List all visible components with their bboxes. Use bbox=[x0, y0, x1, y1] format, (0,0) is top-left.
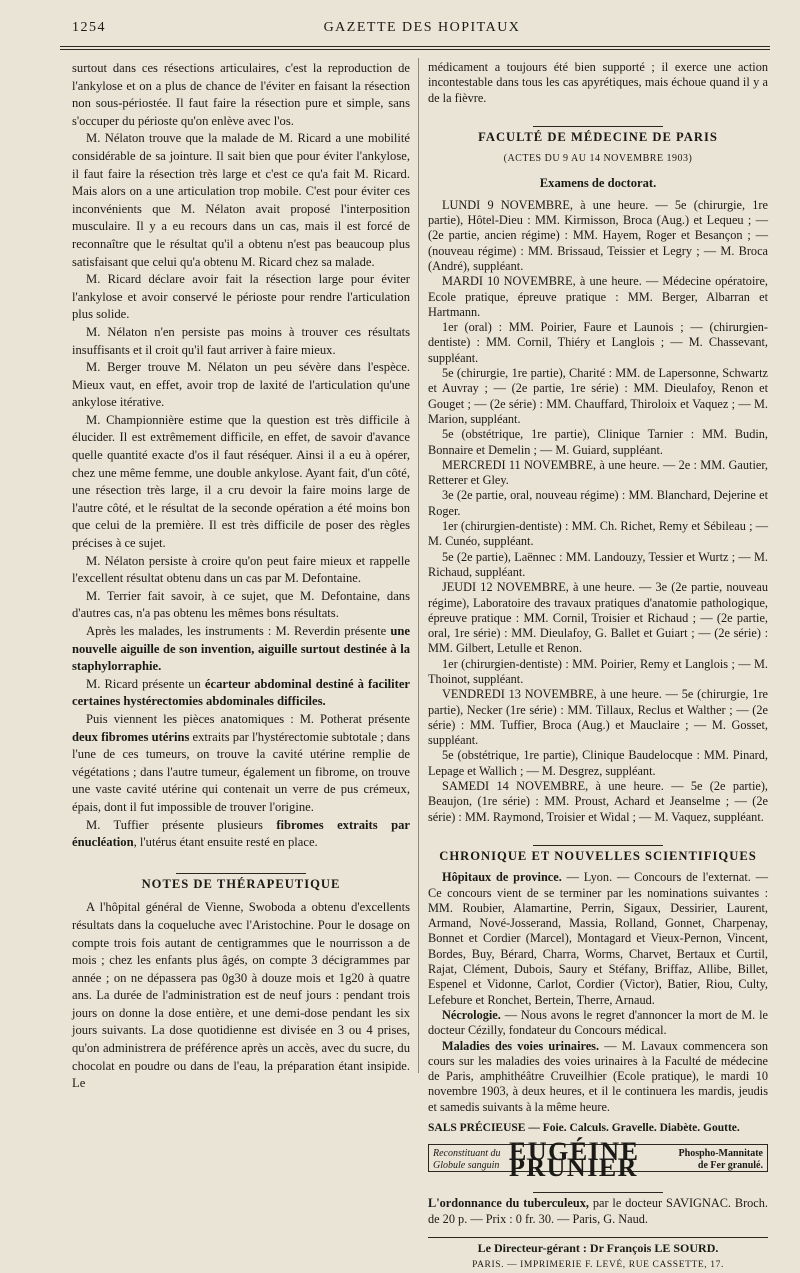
paragraph: M. Nélaton trouve que la malade de M. Ricard a une mobilité considérable de sa jointure. Il sait bien que pour éviter l'ankylose, il faut faire la résection très large et c'est ce qu'a fait M. Ricard. Mais alors on a une articulation trop mobile. C'est pour éviter ces inconvénients que M. Nélaton avait proposé l'interposition musculaire. Il y a eu recours dans un cas, mais il est forcé de reconnaître que le résultat qu'il a obtenu n'est pas beaucoup plus satisfaisant que celui qu'a obtenu M. Ricard chez sa malade. bbox=[72, 131, 410, 269]
entry-date: MARDI 10 NOVEMBRE, à une heure. bbox=[442, 274, 642, 289]
entry: 1er (oral) : MM. Poirier, Faure et Launois ; — (chirurgien-dentiste) : MM. Cornil, Thiéry et Langlois ; — M. Chassevant, suppléant. bbox=[428, 320, 768, 365]
header-rule bbox=[60, 46, 770, 47]
paragraph: M. Ricard déclare avoir fait la résection large pour éviter l'ankylose et avoir conservé le périoste pour rendre l'articulation plus solide. bbox=[72, 272, 410, 322]
subsection-heading: Examens de doctorat. bbox=[539, 176, 657, 191]
news-heading: Nécrologie. bbox=[442, 1007, 501, 1022]
book-text: par le docteur SAVIGNAC. Broch. de 20 p. — Prix : 0 fr. 30. — Paris, G. Naud. bbox=[428, 1196, 768, 1226]
ornament-divider bbox=[428, 114, 768, 122]
entry bbox=[428, 779, 768, 825]
entry: 5e (2e partie), Laënnec : MM. Landouzy, Tessier et Wurtz ; — M. Richaud, suppléant. bbox=[428, 549, 768, 579]
bold-text: une nouvelle aiguille de son invention, aiguille surtout destinée à la staphylorraphie. bbox=[72, 624, 410, 674]
entry: 1er (chirurgien-dentiste) : MM. Poirier, Remy et Langlois ; — M. Thoinot, suppléant. bbox=[428, 656, 768, 686]
entry-text: — 5e (chirurgie, 1re partie), Hôtel-Dieu : MM. Kirmisson, Broca (Aug.) et Lequeu ; — (2e partie, ancien régime) : MM. Hayem, Roger et Besançon ; — (nouveau régime) : MM. Brissaud, Teissier et Legry ; — M. Broca (André), suppléant. bbox=[428, 197, 768, 273]
entry-text: — 5e (2e partie), Beaujon, (1re série) : MM. Proust, Achard et Jeanselme ; — (2e série) : MM. Raymond, Troisier et Widal ; — M. Vaquez, suppléant. bbox=[428, 779, 768, 824]
ad-text: Phospho-Mannitate bbox=[678, 1148, 763, 1160]
paragraph: A l'hôpital général de Vienne, Swoboda a obtenu d'excellents résultats dans la coqueluche avec l'Aristochine. Pour le dosage on compte trois fois autant de centigrammes que le nourrisson a de mois ; chez les enfants plus âgés, on compte 3 décigrammes par année ; on ne dépassera pas 0g30 à douze mois et 1g20 à quatre ans. La durée de l'administration est de neuf jours : pendant trois jours on donne la dose entière, et une demi-dose pendant les six jours suivants. La dose quotidienne est divisée en 3 ou 4 prises, qu'on administrera de préférence après un accès, avec du sucre, du chocolat en poudre ou dans de l'eau, la préparation étant insipide. Le bbox=[72, 900, 410, 1091]
entry-date: SAMEDI 14 NOVEMBRE, à une heure. bbox=[442, 779, 664, 794]
section-subheading: (ACTES DU 9 AU 14 NOVEMBRE 1903) bbox=[503, 153, 693, 165]
entry-text: — 2e : MM. Gautier, Retterer et Gley. bbox=[428, 457, 769, 488]
entry-date: JEUDI 12 NOVEMBRE, à une heure. bbox=[442, 580, 635, 595]
ad-brand: EUGÉINE PRUNIER bbox=[509, 1137, 640, 1182]
ad-text: Globule sanguin bbox=[433, 1160, 500, 1172]
ornament-divider bbox=[428, 1180, 768, 1188]
ornament-divider bbox=[72, 860, 410, 868]
entry bbox=[428, 274, 768, 320]
bold-text: deux fibromes utérins bbox=[72, 729, 190, 744]
news-text: — Nous avons le regret d'annoncer la mort de M. le docteur Cézilly, fondateur du Concours médical. bbox=[428, 1007, 768, 1038]
paragraph: M. Terrier fait savoir, à ce sujet, que M. Defontaine, dans d'autres cas, n'a pas obtenu les mêmes bons résultats. bbox=[72, 588, 410, 621]
text-run: , l'utérus étant ensuite resté en place. bbox=[133, 835, 318, 850]
text-run: extraits par l'hystérectomie subtotale ; dans l'une de ces tumeurs, on trouve la cavité utérine remplie de végétations ; dans l'autre tumeur, également un fibrome, on trouve une vaste cavité utérine qui contenait un verre de pus crémeux, épais, dont il fut impossible de trouver l'origine. bbox=[72, 729, 410, 814]
right-column bbox=[428, 60, 768, 1273]
news-text: — Lyon. — Concours de l'externat. — Ce concours vient de se terminer par les nominations suivantes : MM. Roubier, Alamartine, Perrin, Sigaux, Dessirier, Laurent, Armand, Nové-Josserand, Massia, Rolland, Gonnet, Charpenay, Bonnet et Cordier (Marcel), Montagard et Vieux-Pernon, Vincent, Bordes, Buy, Bérard, Charra, Worms, Charvet, Bertaux et Curtil, Rajat, Clément, Dubois, Saury et Stéfany, Briffaz, Allibe, Billet, Espenel et Vidonne, Carlot, Cordier (Victor), Batier, Riou, Culty, Lefebure et Ronchet, Bertein, Therre, Arnaud. bbox=[428, 870, 769, 1007]
column-divider bbox=[418, 58, 419, 1073]
entry bbox=[428, 687, 768, 748]
text-run: M. Ricard présente un bbox=[86, 676, 205, 691]
paragraph: médicament a toujours été bien supporté ; il exerce une action incontestable dans tous les cas apyrétiques, mais échoue quand il y a de la fièvre. bbox=[428, 60, 768, 105]
news-text: — M. Lavaux commencera son cours sur les maladies des voies urinaires à la Faculté de médecine de Paris, amphithéâtre Cruveilhier (Ecole pratique), le mardi 10 novembre 1903, à deux heures, et il le continuera les mardis, jeudis et samedis suivants à la même heure. bbox=[428, 1038, 768, 1114]
entry bbox=[428, 458, 768, 489]
paragraph: surtout dans ces résections articulaires, c'est la reproduction de l'ankylose et on a plus de chance de l'éviter en faisant la résection non sous-périostée. Il faut faire la résection pure et simple, sans s'occuper du périoste qu'on enlève avec l'os. bbox=[72, 61, 410, 128]
header-rule-2 bbox=[60, 49, 770, 50]
entry-text: — Médecine opératoire, Ecole pratique, épreuve pratique : MM. Berger, Albarran et Hartmann. bbox=[428, 274, 768, 319]
paragraph bbox=[72, 623, 410, 676]
entry: 5e (obstétrique, 1re partie), Clinique Tarnier : MM. Budin, Bonnaire et Demelin ; — M. Guiard, suppléant. bbox=[428, 427, 768, 457]
entry: 5e (chirurgie, 1re partie), Charité : MM. de Lapersonne, Schwartz et Auvray ; — (2e partie, 1re série) : MM. Dieulafoy, Renon et Gouget ; — (2e série) : MM. Chauffard, Thiroloix et Vaquez ; — M. Marion, suppléant. bbox=[428, 366, 768, 426]
printer-imprint: PARIS. — IMPRIMERIE F. LEVÉ, RUE CASSETTE, 17. bbox=[472, 1260, 724, 1271]
entry-date: MERCREDI 11 NOVEMBRE, à une heure. bbox=[442, 457, 660, 472]
section-heading: CHRONIQUE ET NOUVELLES SCIENTIFIQUES bbox=[439, 848, 757, 863]
entry: 1er (chirurgien-dentiste) : MM. Ch. Richet, Remy et Sébileau ; — M. Cunéo, suppléant. bbox=[428, 519, 768, 549]
page-header bbox=[72, 20, 772, 42]
entry-date: VENDREDI 13 NOVEMBRE, à une heure. bbox=[442, 687, 662, 702]
paragraph bbox=[72, 676, 410, 711]
page-number: 1254 bbox=[72, 20, 106, 35]
paragraph bbox=[72, 711, 410, 817]
ad-text: Reconstituant du bbox=[433, 1148, 501, 1160]
section-heading: NOTES DE THÉRAPEUTIQUE bbox=[141, 876, 341, 891]
bold-text: fibromes extraits par énucléation bbox=[72, 817, 410, 850]
section-heading: FACULTÉ DE MÉDECINE DE PARIS bbox=[478, 129, 718, 144]
entry: 3e (2e partie, oral, nouveau régime) : MM. Blanchard, Dejerine et Roger. bbox=[428, 488, 768, 518]
advertisement-line: SALS PRÉCIEUSE — Foie. Calculs. Gravelle. Diabète. Goutte. bbox=[428, 1122, 740, 1134]
left-column bbox=[72, 60, 410, 1093]
paragraph: M. Nélaton n'en persiste pas moins à trouver ces résultats insuffisants et il croit qu'il faut arriver à faire mieux. bbox=[72, 324, 410, 357]
entry-text: — 5e (chirurgie, 1re partie), Necker (1re série) : MM. Tillaux, Reclus et Walther ; — (2e série) : MM. Tuffier, Broca (Aug.) et Mauclaire ; — M. Gosset, suppléant. bbox=[428, 687, 768, 748]
news-item bbox=[428, 1039, 768, 1115]
news-heading: Maladies des voies urinaires. bbox=[442, 1038, 600, 1053]
entry bbox=[428, 580, 768, 656]
text-run: Puis viennent les pièces anatomiques : M. Potherat présente bbox=[86, 711, 410, 726]
book-title: L'ordonnance du tuberculeux, bbox=[428, 1196, 589, 1211]
paragraph: M. Championnière estime que la question est très difficile à élucider. Il est extrêmement difficile, en effet, de savoir d'avance quelle quantité exacte d'os il faut réséquer. Ainsi il a eu à opérer, chez une même femme, une double ankylose. Ayant fait, d'un côté, une résection très large, il a cru devoir la faire moins large de l'autre côté, et le résultat de la seconde opération a été moins bon que celui de la première. Il est très difficile de poser des règles précises à ce sujet. bbox=[72, 412, 410, 551]
entry: 5e (obstétrique, 1re partie), Clinique Baudelocque : MM. Pinard, Lepage et Wallich ; — M. Desgrez, suppléant. bbox=[428, 748, 768, 778]
bold-text: écarteur abdominal destiné à faciliter certaines hystérectomies abdominales difficiles. bbox=[72, 676, 411, 709]
ornament-divider bbox=[428, 833, 768, 841]
ad-text: de Fer granulé. bbox=[697, 1160, 763, 1172]
publisher-footer: Le Directeur-gérant : Dr François LE SOURD. bbox=[428, 1237, 768, 1256]
news-heading: Hôpitaux de province. bbox=[442, 870, 562, 885]
entry-date: LUNDI 9 NOVEMBRE, à une heure. bbox=[442, 197, 649, 212]
journal-title: GAZETTE DES HOPITAUX bbox=[323, 20, 521, 35]
paragraph: M. Berger trouve M. Nélaton un peu sévère dans l'espèce. Mieux vaut, en effet, avoir trop de laxité de l'articulation qu'une ankylose itérative. bbox=[72, 360, 410, 410]
paragraph bbox=[72, 817, 410, 852]
advertisement-box bbox=[428, 1137, 768, 1182]
entry-text: — 3e (2e partie, nouveau régime), Laboratoire des travaux pratiques d'anatomie pathologique, épreuve pratique : MM. Cornil, Troisier et Richaud ; — (2e partie, oral, 1re série) : MM. Dieulafoy, G. Ballet et Guiart ; — (2e série) : MM. Gilbert, Letulle et Renon. bbox=[428, 580, 768, 656]
news-item bbox=[428, 1008, 768, 1039]
news-item bbox=[428, 870, 768, 1008]
paragraph: M. Nélaton persiste à croire qu'on peut faire mieux et rappelle l'excellent résultat obtenu dans un cas par M. Defontaine. bbox=[72, 553, 410, 586]
text-run: M. Tuffier présente plusieurs bbox=[86, 817, 277, 832]
book-notice bbox=[428, 1196, 768, 1227]
entry bbox=[428, 198, 768, 274]
text-run: Après les malades, les instruments : M. Reverdin présente bbox=[86, 624, 391, 638]
